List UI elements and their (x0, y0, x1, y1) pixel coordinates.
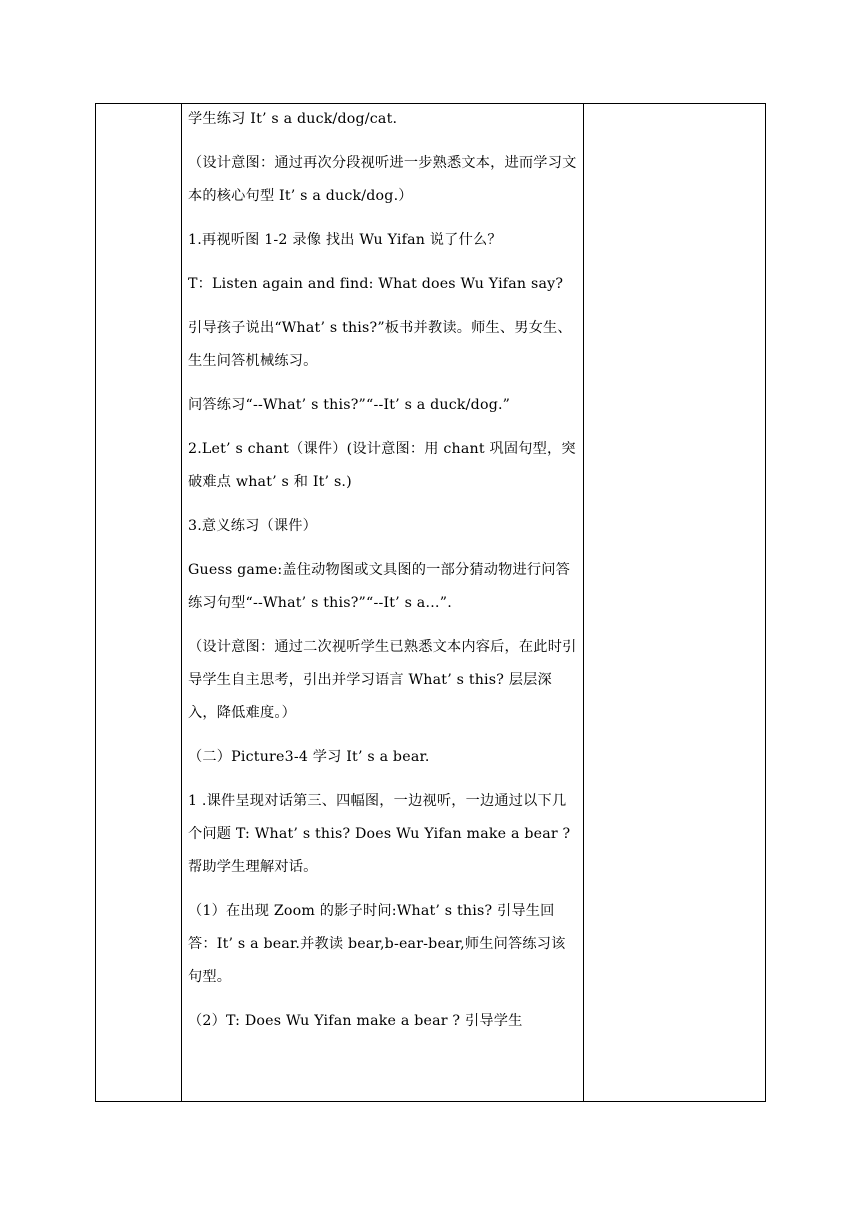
paragraph: 1.再视听图 1-2 录像 找出 Wu Yifan 说了什么？ (188, 232, 502, 248)
right-column-cell (584, 104, 766, 1102)
paragraph: 2.Let’ s chant（课件）(设计意图：用 chant 巩固句型，突破难点 what’ s 和 It’ s.) (188, 441, 576, 490)
paragraph: （1）在出现 Zoom 的影子时问:What’ s this? 引导生回答：It’ s a bear.并教读 bear,b-ear-bear,师生问答练习该句型。 (188, 903, 566, 985)
lesson-plan-table (95, 103, 766, 1102)
section-heading: （二）Picture3-4 学习 It’ s a bear. (188, 749, 430, 765)
paragraph: Guess game:盖住动物图或文具图的一部分猜动物进行问答练习句型“--What’ s this?”“--It’ s a…”. (188, 562, 571, 611)
lesson-content (182, 103, 583, 1038)
paragraph: （2）T: Does Wu Yifan make a bear ? 引导学生 (188, 1013, 523, 1029)
paragraph: 学生练习 It’ s a duck/dog/cat. (188, 111, 398, 127)
left-column-cell (96, 104, 182, 1102)
paragraph: 1 .课件呈现对话第三、四幅图，一边视听，一边通过以下几个问题 T: What’ s this? Does Wu Yifan make a bear ? 帮助学生理解对话。 (188, 793, 571, 875)
table-row (96, 104, 766, 1102)
content-column-cell (182, 104, 584, 1102)
paragraph: 3.意义练习（课件） (188, 518, 318, 534)
paragraph: 问答练习“--What’ s this?”“--It’ s a duck/dog.” (188, 397, 511, 413)
paragraph: 引导孩子说出“What’ s this?”板书并教读。师生、男女生、生生问答机械练习。 (188, 320, 572, 369)
paragraph: （设计意图：通过再次分段视听进一步熟悉文本，进而学习文本的核心句型 It’ s a duck/dog.） (188, 155, 577, 204)
paragraph: （设计意图：通过二次视听学生已熟悉文本内容后，在此时引导学生自主思考，引出并学习语言 What’ s this? 层层深入，降低难度。） (188, 639, 577, 721)
paragraph: T：Listen again and find: What does Wu Yifan say? (188, 276, 564, 292)
